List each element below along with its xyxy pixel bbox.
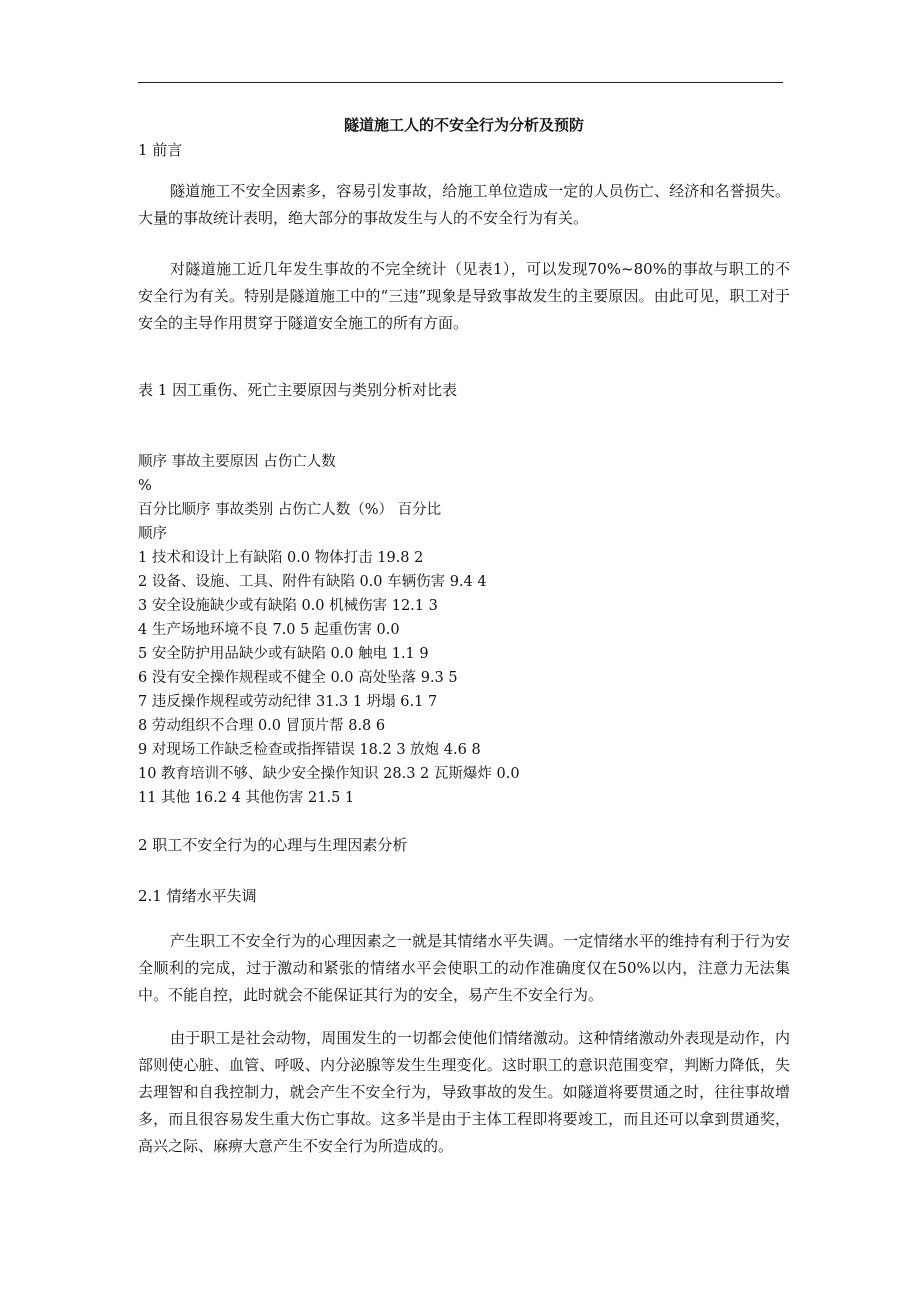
section-2-1-paragraph-1: 产生职工不安全行为的心理因素之一就是其情绪水平失调。一定情绪水平的维持有利于行为安全顺利的完成，过于激动和紧张的情绪水平会使职工的动作准确度仅在50%以内，注意力无法集中。不能自控，此时就会不能保证其行为的安全，易产生不安全行为。 bbox=[138, 932, 790, 1004]
section-1-heading: 1 前言 bbox=[138, 141, 183, 159]
table-row: 3 安全设施缺少或有缺陷 0.0 机械伤害 12.1 3 bbox=[138, 598, 438, 614]
table-header-line: 顺序 bbox=[138, 526, 167, 542]
header-rule bbox=[138, 82, 783, 83]
table-row: 9 对现场工作缺乏检查或指挥错误 18.2 3 放炮 4.6 8 bbox=[138, 742, 481, 758]
table-header-line: 顺序 事故主要原因 占伤亡人数 bbox=[138, 454, 336, 470]
table-caption: 表 1 因工重伤、死亡主要原因与类别分析对比表 bbox=[138, 381, 458, 399]
table-row: 4 生产场地环境不良 7.0 5 起重伤害 0.0 bbox=[138, 622, 400, 638]
document-title: 隧道施工人的不安全行为分析及预防 bbox=[343, 116, 584, 134]
table-row: 10 教育培训不够、缺少安全操作知识 28.3 2 瓦斯爆炸 0.0 bbox=[138, 766, 520, 782]
section-2-1-paragraph-2: 由于职工是社会动物，周围发生的一切都会使他们情绪激动。这种情绪激动外表现是动作，内部则使心脏、血管、呼吸、内分泌腺等发生生理变化。这时职工的意识范围变窄，判断力降低，失去理智和自我控制力，就会产生不安全行为，导致事故的发生。如隧道将要贯通之时，往往事故增多，而且很容易发生重大伤亡事故。这多半是由于主体工程即将要竣工，而且还可以拿到贯通奖，高兴之际、麻痹大意产生不安全行为所造成的。 bbox=[138, 1029, 790, 1155]
section-2-heading: 2 职工不安全行为的心理与生理因素分析 bbox=[138, 836, 408, 854]
table-row: 5 安全防护用品缺少或有缺陷 0.0 触电 1.1 9 bbox=[138, 646, 429, 662]
section-2-1-heading: 2.1 情绪水平失调 bbox=[138, 887, 257, 905]
table-row: 2 设备、设施、工具、附件有缺陷 0.0 车辆伤害 9.4 4 bbox=[138, 574, 487, 590]
table-row: 6 没有安全操作规程或不健全 0.0 高处坠落 9.3 5 bbox=[138, 670, 458, 686]
section-1-paragraph-1: 隧道施工不安全因素多，容易引发事故，给施工单位造成一定的人员伤亡、经济和名誉损失。大量的事故统计表明，绝大部分的事故发生与人的不安全行为有关。 bbox=[138, 182, 790, 227]
table-header-line: % bbox=[138, 478, 152, 494]
table-row: 8 劳动组织不合理 0.0 冒顶片帮 8.8 6 bbox=[138, 718, 386, 734]
table-row: 7 违反操作规程或劳动纪律 31.3 1 坍塌 6.1 7 bbox=[138, 694, 438, 710]
table-header-line: 百分比顺序 事故类别 占伤亡人数（%） 百分比 bbox=[138, 502, 442, 518]
table-row: 11 其他 16.2 4 其他伤害 21.5 1 bbox=[138, 790, 355, 806]
section-1-paragraph-2: 对隧道施工近几年发生事故的不完全统计（见表1），可以发现70%~80%的事故与职工的不安全行为有关。特别是隧道施工中的“三违”现象是导致事故发生的主要原因。由此可见，职工对于安全的主导作用贯穿于隧道安全施工的所有方面。 bbox=[138, 260, 790, 332]
table-row: 1 技术和设计上有缺陷 0.0 物体打击 19.8 2 bbox=[138, 550, 424, 566]
